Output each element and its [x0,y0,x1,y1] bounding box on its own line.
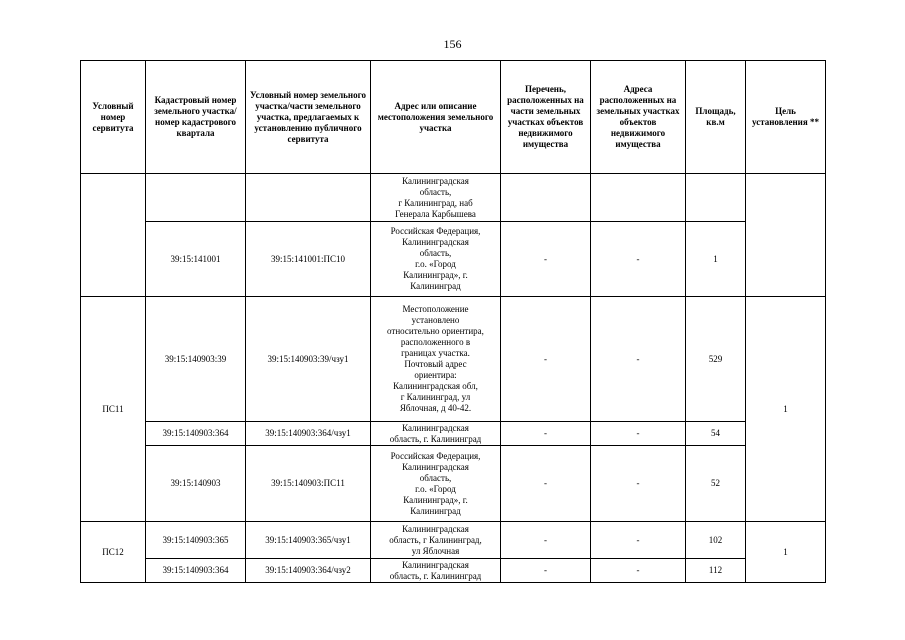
cadastral-cell: 39:15:140903:364 [146,559,246,583]
header-row [81,61,826,174]
address-cell: Калининградская область, г. Калининград [371,559,501,583]
conditional-cell: 39:15:141001:ПС10 [246,222,371,297]
address-cell: Российская Федерация, Калининградская область, г.о. «Город Калининград», г. Калининград [371,222,501,297]
area-cell: 54 [686,422,746,446]
address-cell: Калининградская область, г Калининград, ул Яблочная [371,522,501,559]
cadastral-cell: 39:15:140903 [146,446,246,522]
object-addresses-cell: - [591,422,686,446]
col-header-conditional-number: Условный номер земельного участка/части земельного участка, предлагаемых к установлению публичного сервитута [246,61,371,174]
object-addresses-cell: - [591,559,686,583]
area-cell: 102 [686,522,746,559]
address-cell: Калининградская область, г Калининград, наб Генерала Карбышева [371,174,501,222]
table-row [81,559,826,583]
table-row [81,422,826,446]
objects-cell: - [501,222,591,297]
objects-cell: - [501,522,591,559]
table-row [81,222,826,297]
conditional-cell: 39:15:140903:365/чзу1 [246,522,371,559]
cadastral-cell [146,174,246,222]
object-addresses-cell [591,174,686,222]
table-row [81,174,826,222]
table-row [81,522,826,559]
objects-cell: - [501,422,591,446]
col-header-servitude-number: Условный номер сервитута [81,61,146,174]
conditional-cell [246,174,371,222]
object-addresses-cell: - [591,222,686,297]
area-cell: 1 [686,222,746,297]
area-cell [686,174,746,222]
object-addresses-cell: - [591,522,686,559]
object-addresses-cell: - [591,446,686,522]
cadastral-cell: 39:15:140903:365 [146,522,246,559]
objects-cell: - [501,446,591,522]
purpose-cell: 1 [746,522,826,583]
cadastral-cell: 39:15:141001 [146,222,246,297]
cadastral-cell: 39:15:140903:364 [146,422,246,446]
conditional-cell: 39:15:140903:364/чзу2 [246,559,371,583]
purpose-cell [746,174,826,297]
col-header-object-addresses: Адреса расположенных на земельных участках объектов недвижимого имущества [591,61,686,174]
area-cell: 52 [686,446,746,522]
object-addresses-cell: - [591,297,686,422]
table-row [81,446,826,522]
col-header-address: Адрес или описание местоположения земельного участка [371,61,501,174]
col-header-objects-list: Перечень, расположенных на части земельных участках объектов недвижимого имущества [501,61,591,174]
objects-cell: - [501,559,591,583]
objects-cell: - [501,297,591,422]
address-cell: Российская Федерация, Калининградская область, г.о. «Город Калининград», г. Калининград [371,446,501,522]
purpose-cell: 1 [746,297,826,522]
objects-cell [501,174,591,222]
conditional-cell: 39:15:140903:364/чзу1 [246,422,371,446]
servitude-number-cell: ПС11 [81,297,146,522]
cadastral-cell: 39:15:140903:39 [146,297,246,422]
address-cell: Местоположение установлено относительно ориентира, расположенного в границах участка. Почтовый адрес ориентира: Калининградская обл, г Калининград, ул Яблочная, д 40-42. [371,297,501,422]
col-header-purpose: Цель установления ** [746,61,826,174]
page-number: 156 [443,37,462,51]
conditional-cell: 39:15:140903:ПС11 [246,446,371,522]
area-cell: 112 [686,559,746,583]
address-cell: Калининградская область, г. Калининград [371,422,501,446]
table-row [81,297,826,422]
servitude-number-cell: ПС12 [81,522,146,583]
conditional-cell: 39:15:140903:39/чзу1 [246,297,371,422]
servitude-table [80,60,826,583]
area-cell: 529 [686,297,746,422]
servitude-number-cell [81,174,146,297]
col-header-area: Площадь, кв.м [686,61,746,174]
col-header-cadastral-number: Кадастровый номер земельного участка/номер кадастрового квартала [146,61,246,174]
